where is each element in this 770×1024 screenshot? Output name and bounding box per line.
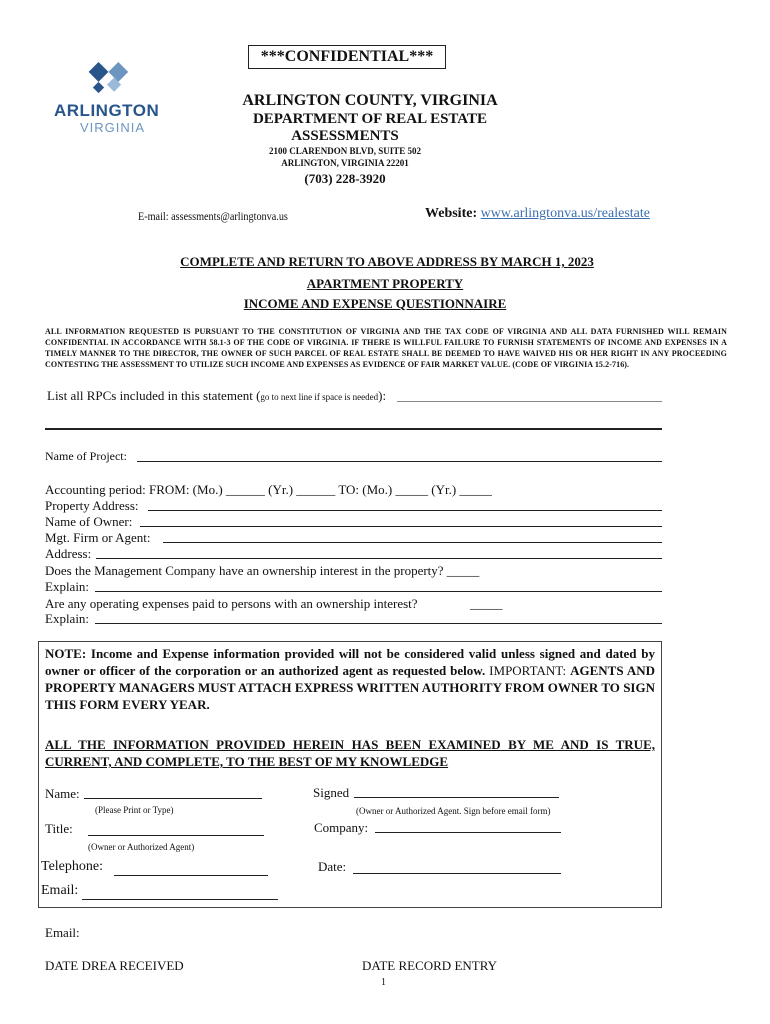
arlington-logo bbox=[52, 55, 162, 137]
rpcs-label bbox=[47, 388, 386, 404]
note-bold-text: NOTE: Income and Expense information provided will not be considered valid unless signed and dated by owner or officer of the corporation or an authorized agent as requested below. bbox=[45, 646, 655, 678]
form-title-line2: INCOME AND EXPENSE QUESTIONNAIRE bbox=[243, 296, 507, 311]
sig-email-label: Email: bbox=[41, 883, 79, 898]
note-agents: AGENTS AND PROPERTY MANAGERS MUST ATTACH EXPRESS WRITTEN AUTHORITY FROM OWNER TO SIGN THIS FORM EVERY YEAR. bbox=[45, 663, 655, 712]
project-name-label: Name of Project: bbox=[45, 449, 127, 463]
date-record-entry: DATE RECORD ENTRY bbox=[362, 958, 498, 973]
signed-input[interactable] bbox=[354, 797, 559, 798]
page-number: 1 bbox=[381, 977, 386, 988]
property-address-label: Property Address: bbox=[45, 498, 139, 513]
title-label: Title: bbox=[45, 821, 73, 836]
footer-email-label: Email: bbox=[45, 925, 80, 940]
rpcs-hint: go to next line if space is needed bbox=[260, 392, 379, 402]
name-label: Name: bbox=[45, 786, 80, 801]
date-input[interactable] bbox=[353, 873, 561, 874]
rpcs-label-text: List all RPCs included in this statement ( bbox=[47, 388, 261, 403]
signed-label: Signed bbox=[313, 785, 350, 800]
website-line bbox=[425, 206, 650, 222]
arlington-logo-icon bbox=[52, 55, 162, 103]
title-input[interactable] bbox=[88, 835, 264, 836]
address-line2: ARLINGTON, VIRGINIA 22201 bbox=[281, 158, 409, 168]
note-important: IMPORTANT: bbox=[485, 663, 567, 678]
confidential-label: ***CONFIDENTIAL*** bbox=[248, 45, 446, 69]
rpcs-input-line[interactable] bbox=[397, 401, 662, 402]
phone-number: (703) 228-3920 bbox=[304, 171, 386, 186]
telephone-label: Telephone: bbox=[41, 859, 103, 874]
accounting-period[interactable]: Accounting period: FROM: (Mo.) ______ (Yr.) ______ TO: (Mo.) _____ (Yr.) _____ bbox=[45, 482, 492, 497]
form-title-line1: APARTMENT PROPERTY bbox=[306, 276, 464, 291]
company-input[interactable] bbox=[375, 832, 561, 833]
name-hint: (Please Print or Type) bbox=[95, 805, 174, 815]
date-label: Date: bbox=[318, 859, 347, 874]
owner-name-input[interactable] bbox=[140, 526, 662, 527]
mgt-firm-label: Mgt. Firm or Agent: bbox=[45, 530, 151, 545]
telephone-input[interactable] bbox=[114, 875, 268, 876]
signed-hint: (Owner or Authorized Agent. Sign before email form) bbox=[356, 806, 551, 816]
certify-statement: ALL THE INFORMATION PROVIDED HEREIN HAS BEEN EXAMINED BY ME AND IS TRUE, CURRENT, AND COMPLETE, TO THE BEST OF MY KNOWLEDGE bbox=[45, 737, 655, 769]
rpcs-close: ): bbox=[378, 388, 387, 403]
note-paragraph bbox=[45, 645, 655, 713]
department-line2: ASSESSMENTS bbox=[291, 128, 399, 144]
address-label: Address: bbox=[45, 546, 92, 561]
explain1-input[interactable] bbox=[95, 591, 662, 592]
title-hint: (Owner or Authorized Agent) bbox=[88, 842, 195, 852]
county-title: ARLINGTON COUNTY, VIRGINIA bbox=[242, 92, 498, 109]
department-line1: DEPARTMENT OF REAL ESTATE bbox=[252, 111, 488, 127]
address-line1: 2100 CLARENDON BLVD, SUITE 502 bbox=[269, 146, 421, 156]
email-text: E-mail: assessments@arlingtonva.us bbox=[138, 209, 288, 223]
name-input[interactable] bbox=[84, 798, 262, 799]
operating-question: Are any operating expenses paid to persons with an ownership interest? bbox=[45, 596, 418, 611]
property-address-input[interactable] bbox=[148, 510, 662, 511]
explain2-label: Explain: bbox=[45, 611, 90, 626]
address-input[interactable] bbox=[96, 558, 662, 559]
company-label: Company: bbox=[314, 820, 369, 835]
date-drea-received: DATE DREA RECEIVED bbox=[45, 958, 184, 973]
mgt-firm-input[interactable] bbox=[163, 542, 662, 543]
rpcs-input-line-2[interactable] bbox=[45, 428, 662, 430]
explain2-input[interactable] bbox=[95, 623, 662, 624]
project-name-input[interactable] bbox=[137, 461, 662, 462]
logo-sub-text: VIRGINIA bbox=[80, 120, 146, 135]
mgmt-interest-question[interactable]: Does the Management Company have an ownership interest in the property? _____ bbox=[45, 563, 480, 578]
legal-notice: ALL INFORMATION REQUESTED IS PURSUANT TO THE CONSTITUTION OF VIRGINIA AND THE TAX CODE OF VIRGINIA AND ALL DATA FURNISHED WILL REMAIN CONFIDENTIAL IN ACCORDANCE WITH 58.1-3 OF THE CODE OF VIRGINIA. IF THERE IS WILLFUL FAILURE TO FURNISH STATEMENTS OF INCOME AND EXPENSES IN A TIMELY MANNER TO THE DIRECTOR, THE OWNER OF SUCH PARCEL OF REAL ESTATE SHALL BE DEEMED TO HAVE WAIVED HIS OR HER RIGHT IN ANY PROCEEDING CONTESTING THE ASSESSMENT TO UTILIZE SUCH INCOME AND EXPENSES AS EVIDENCE OF FAIR MARKET VALUE. (CODE OF VIRGINIA 15.2-716). bbox=[45, 327, 727, 369]
owner-name-label: Name of Owner: bbox=[45, 514, 133, 529]
website-link[interactable]: www.arlingtonva.us/realestate bbox=[480, 206, 650, 221]
logo-main-text: ARLINGTON bbox=[54, 101, 160, 120]
operating-answer-blank[interactable]: _____ bbox=[470, 596, 503, 611]
deadline-instruction: COMPLETE AND RETURN TO ABOVE ADDRESS BY MARCH 1, 2023 bbox=[180, 254, 594, 269]
sig-email-input[interactable] bbox=[82, 899, 278, 900]
website-label: Website: bbox=[425, 206, 478, 221]
explain1-label: Explain: bbox=[45, 579, 90, 594]
